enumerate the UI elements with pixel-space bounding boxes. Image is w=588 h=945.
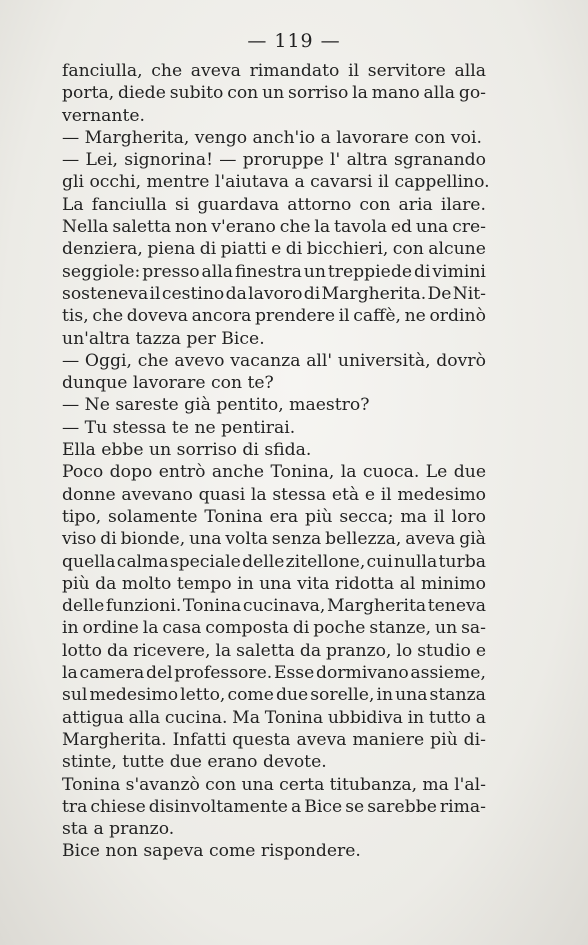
text-line: — Ne sareste già pentito, maestro? xyxy=(62,395,370,416)
text-line: — Lei, signorina! — proruppe l' altra sgranando xyxy=(62,150,486,171)
text-line: sta a pranzo. xyxy=(62,819,175,840)
text-line: sul medesimo letto, come due sorelle, in una stanza xyxy=(62,685,486,706)
text-line: più da molto tempo in una vita ridotta al minimo xyxy=(62,573,486,594)
text-line: vernante. xyxy=(62,105,146,126)
text-line: Bice non sapeva come rispondere. xyxy=(62,841,361,862)
text-line: lotto da ricevere, la saletta da pranzo, lo studio e xyxy=(62,640,486,661)
text-line: porta, diede subito con un sorriso la mano alla go- xyxy=(62,83,486,104)
body-text xyxy=(62,60,490,863)
text-line: un'altra tazza per Bice. xyxy=(62,328,265,349)
text-line: La fanciulla si guardava attorno con aria ilare. xyxy=(62,194,486,215)
text-line: attigua alla cucina. Ma Tonina ubbidiva in tutto a xyxy=(62,707,486,728)
text-line: tra chiese disinvoltamente a Bice se sarebbe rima- xyxy=(62,796,486,817)
page-number: — 119 — xyxy=(247,30,341,52)
text-line: — Tu stessa te ne pentirai. xyxy=(62,417,296,438)
text-line: Ella ebbe un sorriso di sfida. xyxy=(62,440,312,461)
text-line: denziera, piena di piatti e di bicchieri, con alcune xyxy=(62,239,486,260)
text-line: donne avevano quasi la stessa età e il medesimo xyxy=(62,484,486,505)
text-line: gli occhi, mentre l'aiutava a cavarsi il cappellino. xyxy=(62,172,490,193)
text-line: in ordine la casa composta di poche stanze, un sa- xyxy=(62,618,486,639)
text-line: delle funzioni. Tonina cucinava, Margherita teneva xyxy=(62,596,486,617)
text-line: dunque lavorare con te? xyxy=(62,373,274,394)
text-line: Poco dopo entrò anche Tonina, la cuoca. Le due xyxy=(62,462,486,483)
text-line: viso di bionde, una volta senza bellezza, aveva già xyxy=(62,529,486,550)
text-line: tipo, solamente Tonina era più secca; ma il loro xyxy=(62,506,486,527)
text-line: — Margherita, vengo anch'io a lavorare con voi. xyxy=(62,127,482,148)
text-line: Nella saletta non v'erano che la tavola ed una cre- xyxy=(62,217,486,238)
text-line: Margherita. Infatti questa aveva maniere più di- xyxy=(62,729,486,750)
text-line: Tonina s'avanzò con una certa titubanza, ma l'al- xyxy=(62,774,486,795)
text-line: tis, che doveva ancora prendere il caffè, ne ordinò xyxy=(62,306,486,327)
text-line: seggiole: presso alla finestra un treppiede di vimini xyxy=(62,261,486,282)
text-line: la camera del professore. Esse dormivano assieme, xyxy=(62,663,486,684)
text-line: quella calma speciale delle zitellone, cui nulla turba xyxy=(62,551,486,572)
text-line: fanciulla, che aveva rimandato il servitore alla xyxy=(62,61,486,81)
text-line: — Oggi, che avevo vacanza all' università, dovrò xyxy=(62,350,486,371)
text-line: stinte, tutte due erano devote. xyxy=(62,752,327,773)
text-line: sosteneva il cestino da lavoro di Margherita. De Nit- xyxy=(62,283,486,304)
